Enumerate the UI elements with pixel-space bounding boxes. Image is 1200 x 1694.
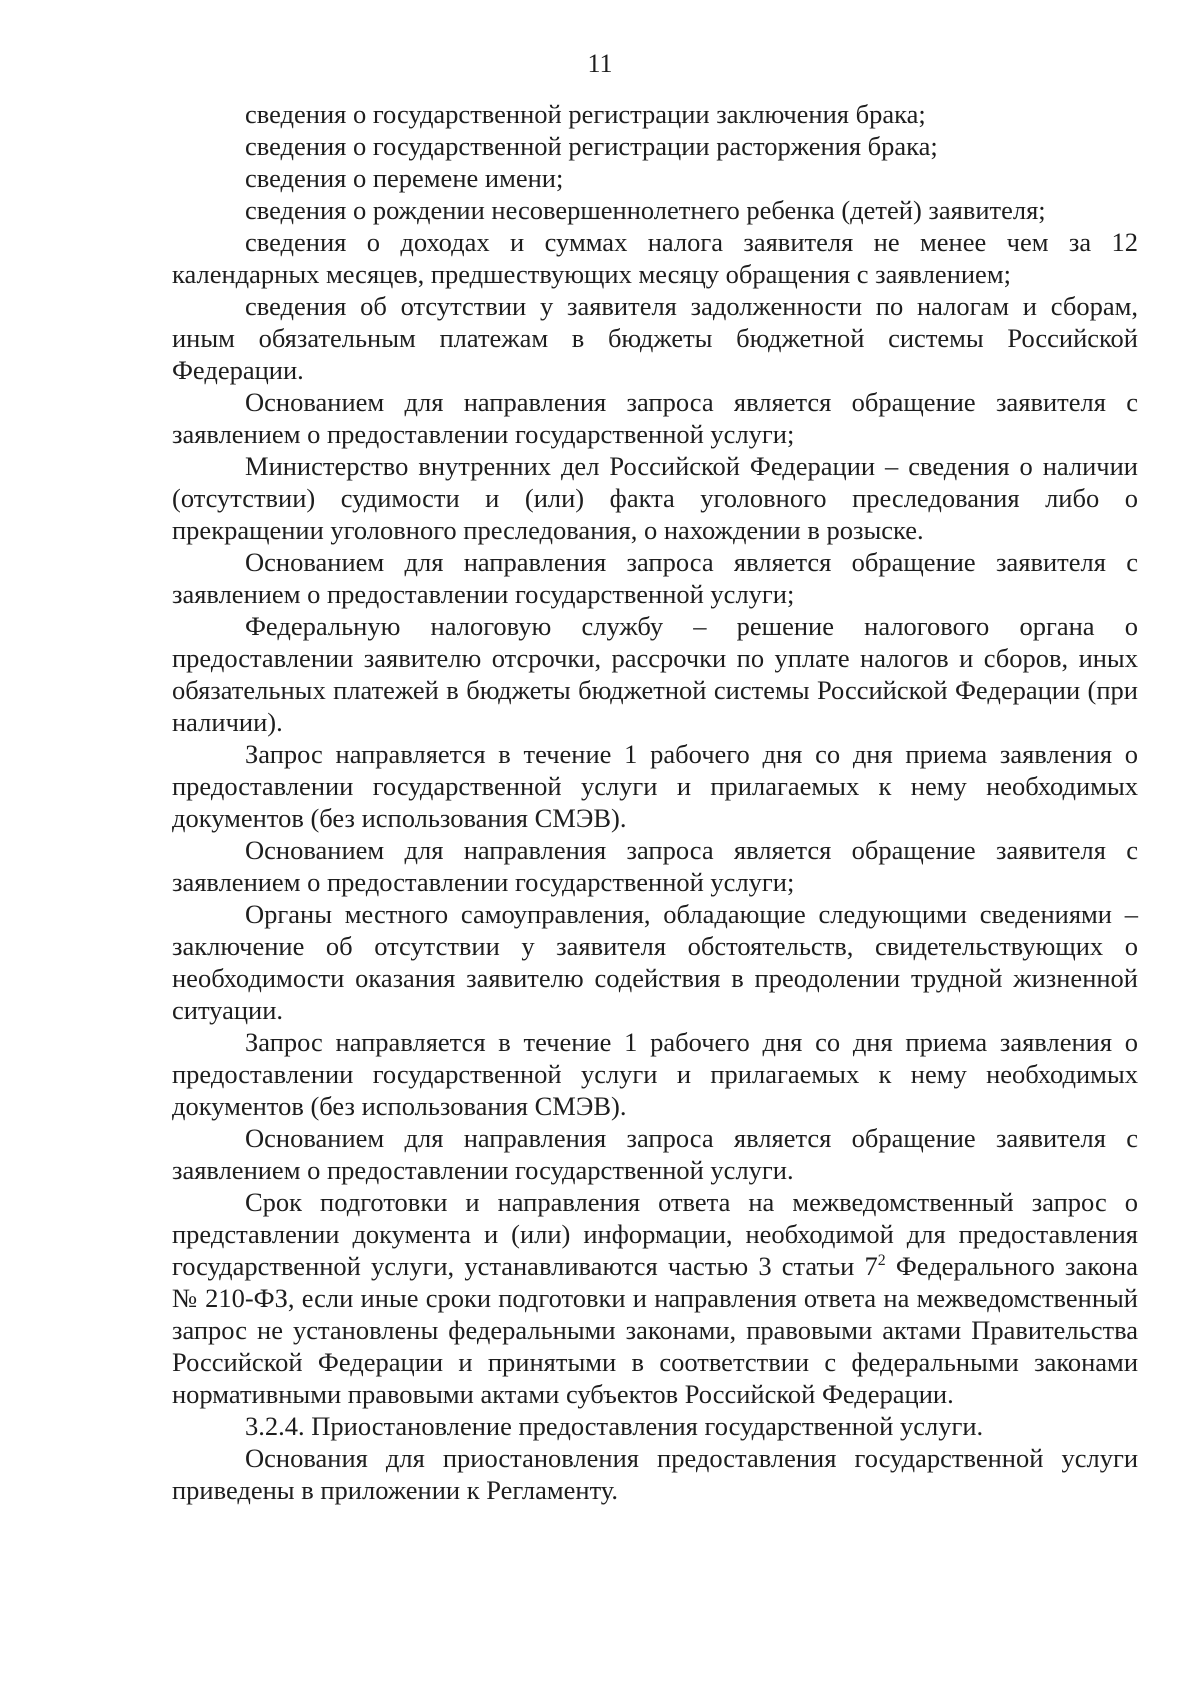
document-body [172,98,1138,1506]
paragraph-request-basis: Основанием для направления запроса является обращение заявителя с заявлением о предоставлении государственной услуги; [172,387,1138,449]
response-deadline-text-start: Срок подготовки и направления ответа на межведомственный запрос о представлении документа и (или) информации, необходимой для предоставления государственной услуги, устанавливаются частью 3 статьи 7 [172,1187,1138,1281]
response-deadline-text-end: Федерального закона № 210-ФЗ, если иные сроки подготовки и направления ответа на межведомственный запрос не установлены федеральными законами, правовыми актами Правительства Российской Федерации и принятыми в соответствии с федеральными законами нормативными правовыми актами субъектов Российской Федерации. [172,1251,1138,1409]
paragraph-local-government: Органы местного самоуправления, обладающие следующими сведениями – заключение об отсутствии у заявителя обстоятельств, свидетельствующих о необходимости оказания заявителю содействия в преодолении трудной жизненной ситуации. [172,899,1138,1025]
paragraph-request-timing: Запрос направляется в течение 1 рабочего дня со дня приема заявления о предоставлении государственной услуги и прилагаемых к нему необходимых документов (без использования СМЭВ). [172,1027,1138,1121]
paragraph-child-birth: сведения о рождении несовершеннолетнего ребенка (детей) заявителя; [245,195,1046,225]
paragraph-income-tax: сведения о доходах и суммах налога заявителя не менее чем за 12 календарных месяцев, предшествующих месяцу обращения с заявлением; [172,227,1138,289]
section-heading-suspension: 3.2.4. Приостановление предоставления государственной услуги. [245,1411,984,1441]
paragraph-request-basis: Основанием для направления запроса является обращение заявителя с заявлением о предоставлении государственной услуги; [172,835,1138,897]
paragraph-interior-ministry: Министерство внутренних дел Российской Федерации – сведения о наличии (отсутствии) судимости и (или) факта уголовного преследования либо о прекращении уголовного преследования, о нахождении в розыске. [172,451,1138,545]
page-number: 11 [587,49,613,78]
paragraph-response-deadline [172,1186,1138,1410]
paragraph-no-tax-debt: сведения об отсутствии у заявителя задолженности по налогам и сборам, иным обязательным платежам в бюджеты бюджетной системы Российской Федерации. [172,291,1138,385]
paragraph-tax-service: Федеральную налоговую службу – решение налогового органа о предоставлении заявителю отсрочки, рассрочки по уплате налогов и сборов, иных обязательных платежей в бюджеты бюджетной системы Российской Федерации (при наличии). [172,611,1138,737]
paragraph-suspension-grounds: Основания для приостановления предоставления государственной услуги приведены в приложении к Регламенту. [172,1443,1138,1505]
paragraph-request-timing: Запрос направляется в течение 1 рабочего дня со дня приема заявления о предоставлении государственной услуги и прилагаемых к нему необходимых документов (без использования СМЭВ). [172,739,1138,833]
paragraph-name-change: сведения о перемене имени; [245,163,564,193]
article-superscript: 2 [877,1252,886,1270]
paragraph-divorce-registration: сведения о государственной регистрации расторжения брака; [245,131,938,161]
paragraph-request-basis: Основанием для направления запроса является обращение заявителя с заявлением о предоставлении государственной услуги; [172,547,1138,609]
paragraph-request-basis: Основанием для направления запроса является обращение заявителя с заявлением о предоставлении государственной услуги. [172,1123,1138,1185]
paragraph-marriage-registration: сведения о государственной регистрации заключения брака; [245,99,926,129]
